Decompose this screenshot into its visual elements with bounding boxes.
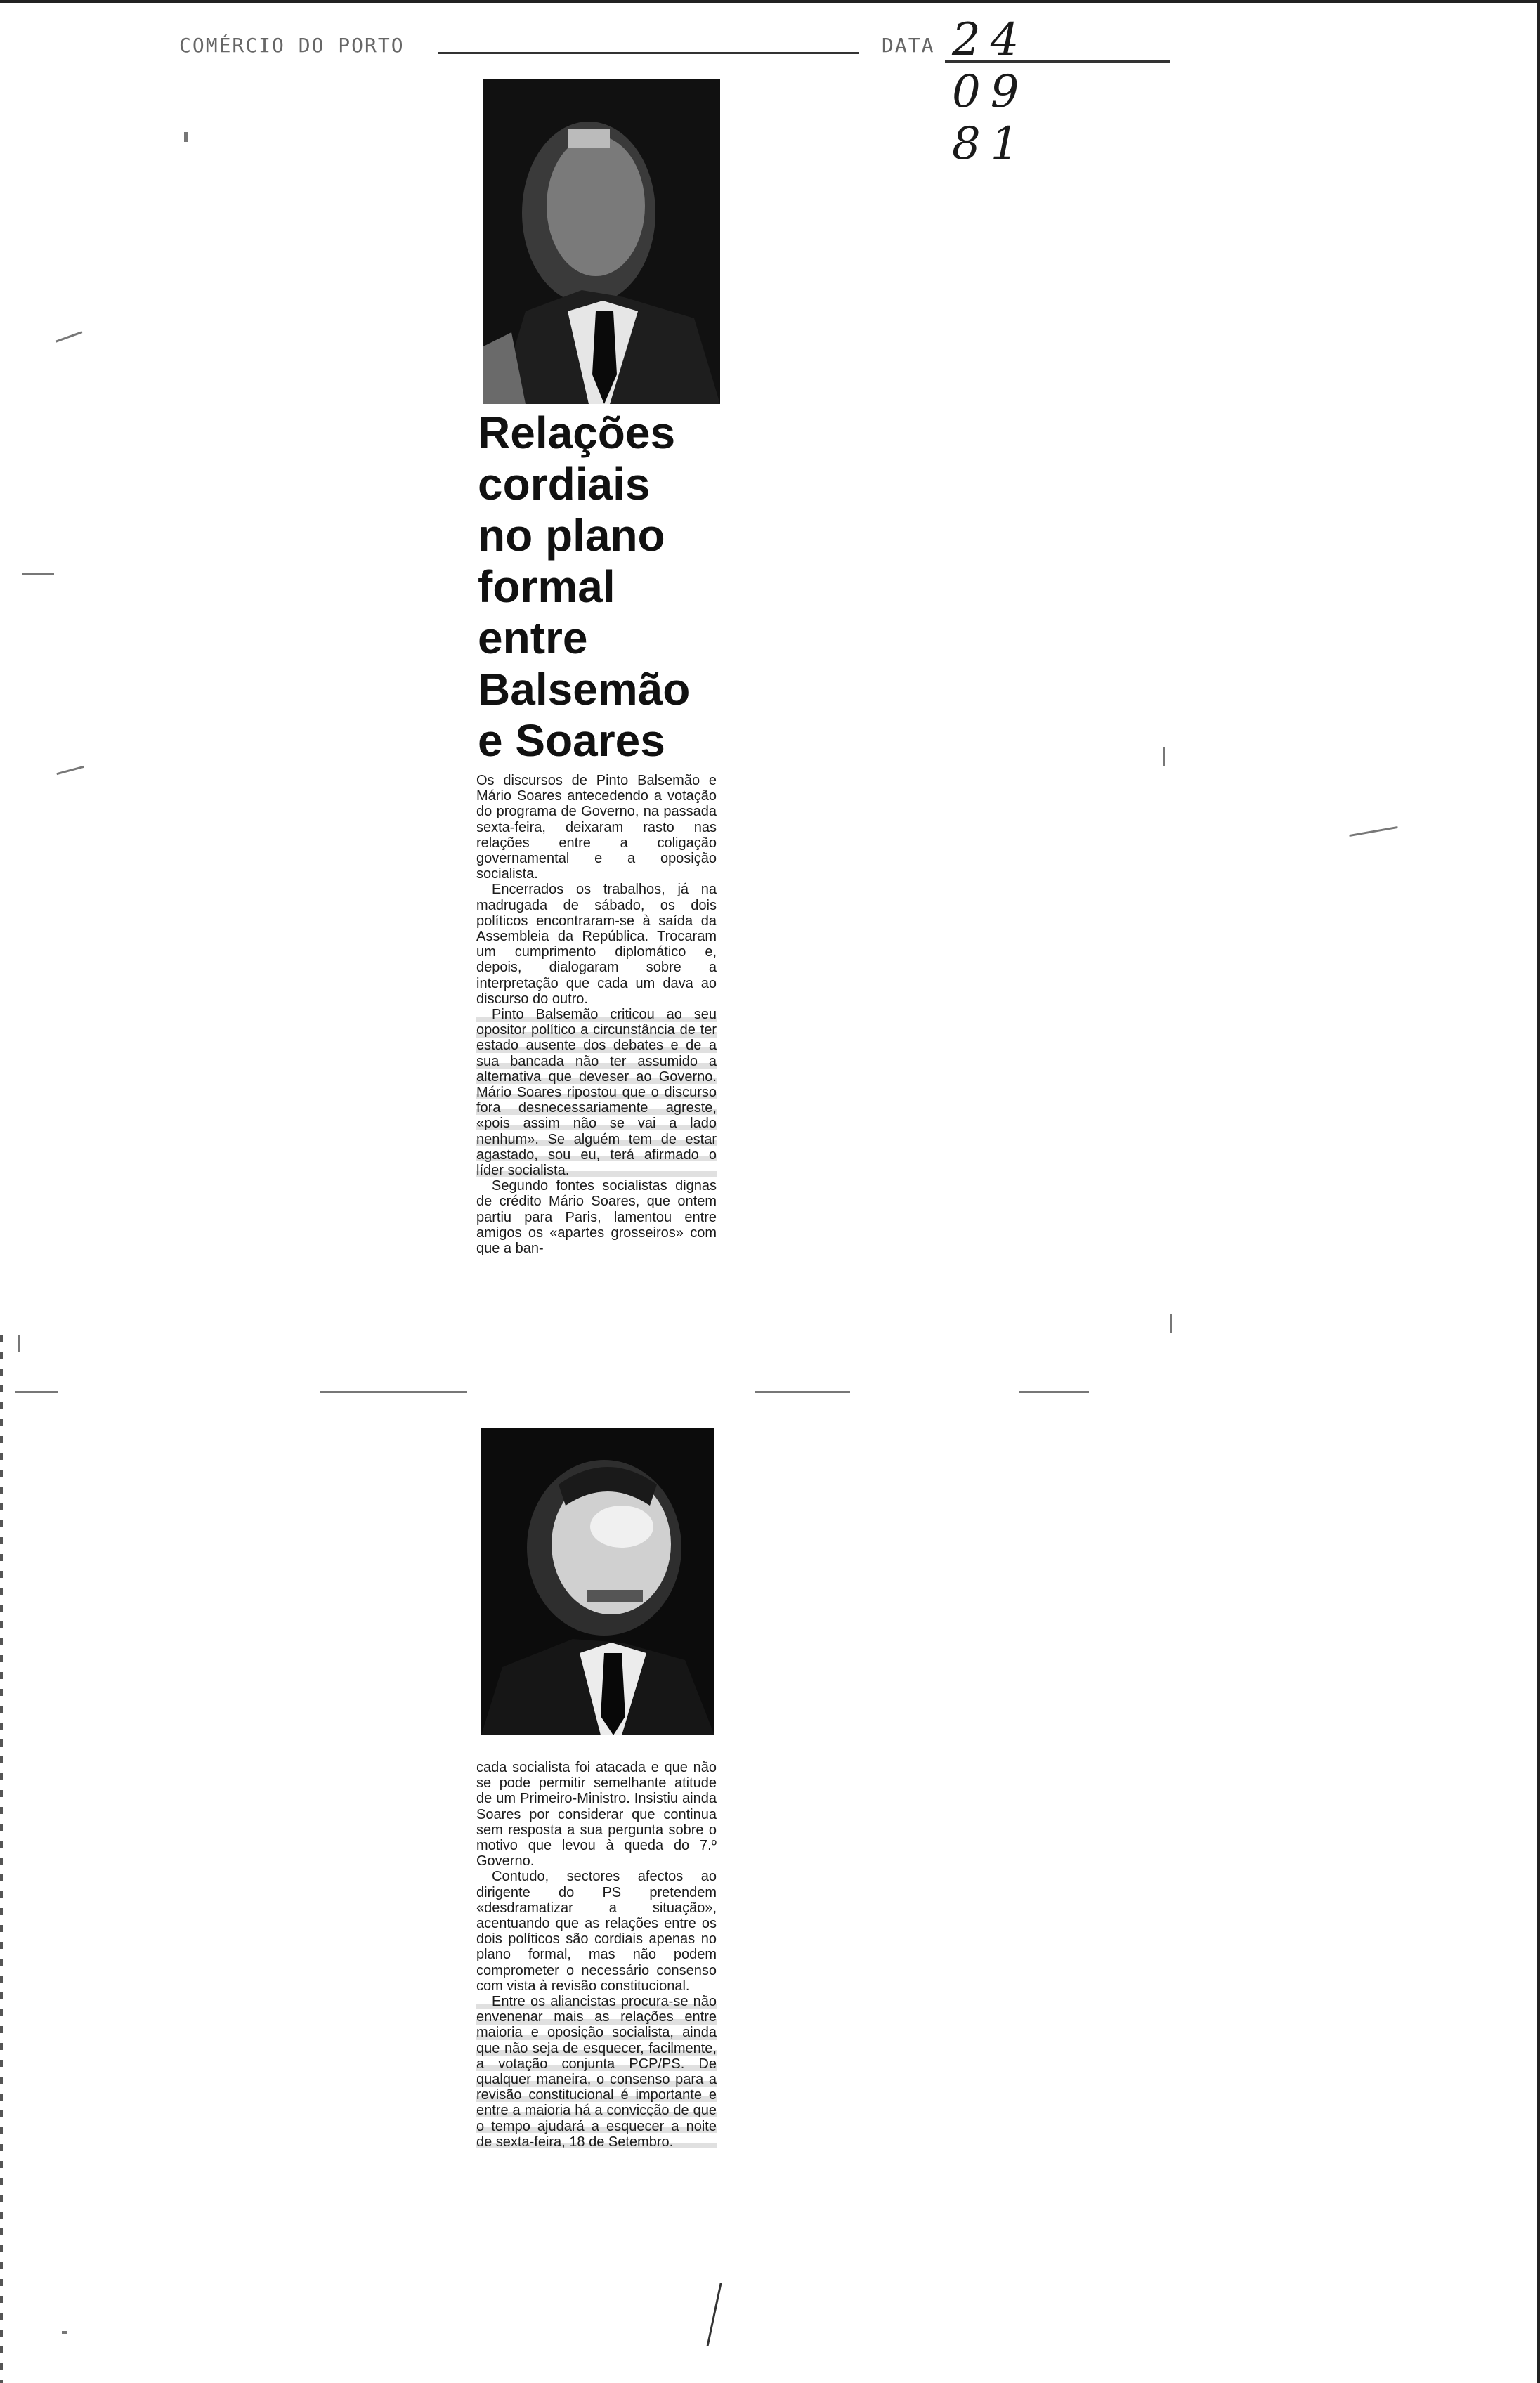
article-paragraph: cada socialista foi atacada e que não se pode permitir semelhante atitude de um Primeiro-Ministro. Insistiu ainda Soares por considerar que continua sem resposta a sua pergunta sobre o motivo que levou à queda do 7.º Governo. [476,1760,717,1869]
article-headline [478,407,731,766]
portrait-photo [483,79,720,404]
headline-line: e Soares [478,715,665,766]
newspaper-name: COMÉRCIO DO PORTO [179,34,405,57]
scan-mark [62,2331,67,2334]
scan-mark [320,1391,467,1393]
scan-mark [18,1335,20,1352]
article-column-2 [476,1760,717,2150]
scan-mark [1170,1314,1172,1333]
scan-mark [184,132,188,142]
scan-mark [1163,747,1165,766]
headline-line: Balsemão [478,664,691,714]
headline-line: formal [478,561,615,612]
article-paragraph: Entre os aliancistas procura-se não envenenar mais as relações entre maioria e oposição socialista, ainda que não seja de esquecer, facilmente, a votação conjunta PCP/PS. De qualquer maneira, o consenso para a revisão constitucional é importante e entre a maioria há a convicção de que o tempo ajudará a esquecer a noite de sexta-feira, 18 de Setembro. [476,1994,717,2150]
article-paragraph: Contudo, sectores afectos ao dirigente do PS pretendem «desdramatizar a situação», acentuando que as relações entre os dois políticos são cordiais apenas no plano formal, mas não podem comprometer o necessário consenso com vista à revisão constitucional. [476,1869,717,1994]
date-label: DATA [882,34,935,57]
article-paragraph: Encerrados os trabalhos, já na madrugada de sábado, os dois políticos encontraram-se à saída da Assembleia da República. Trocaram um cumprimento diplomático e, depois, dialogaram sobre a interpretação que cada um dava ao discurso do outro. [476,882,717,1007]
portrait-photo [481,1428,714,1735]
article-column-1 [476,773,717,1256]
scan-mark [22,573,54,575]
headline-line: no plano [478,510,665,561]
scan-mark [15,1391,58,1393]
headline-line: Relações [478,407,676,458]
headline-line: entre [478,613,588,663]
clipping-header [179,14,1029,170]
article-paragraph: Segundo fontes socialistas dignas de crédito Mário Soares, que ontem partiu para Paris, lamentou entre amigos os «apartes grosseiros» com que a ban- [476,1178,717,1257]
scan-mark [755,1391,850,1393]
header-rule [438,52,859,54]
article-paragraph: Os discursos de Pinto Balsemão e Mário Soares antecedendo a votação do programa de Governo, na passada sexta-feira, deixaram rasto nas relações entre a coligação governamental e a oposição socialista. [476,773,717,882]
headline-line: cordiais [478,459,651,509]
scan-edge [0,1335,3,2383]
handwritten-date: 24 09 81 [952,14,1029,170]
article-paragraph: Pinto Balsemão criticou ao seu opositor político a circunstância de ter estado ausente dos debates e de a sua bancada não ter assumido a alternativa que deveser ao Governo. Mário Soares ripostou que o discurso fora desnecessariamente agreste, «pois assim não se vai a lado nenhum». Se alguém tem de estar agastado, sou eu, terá afirmado o líder socialista. [476,1007,717,1179]
scan-mark [1019,1391,1089,1393]
